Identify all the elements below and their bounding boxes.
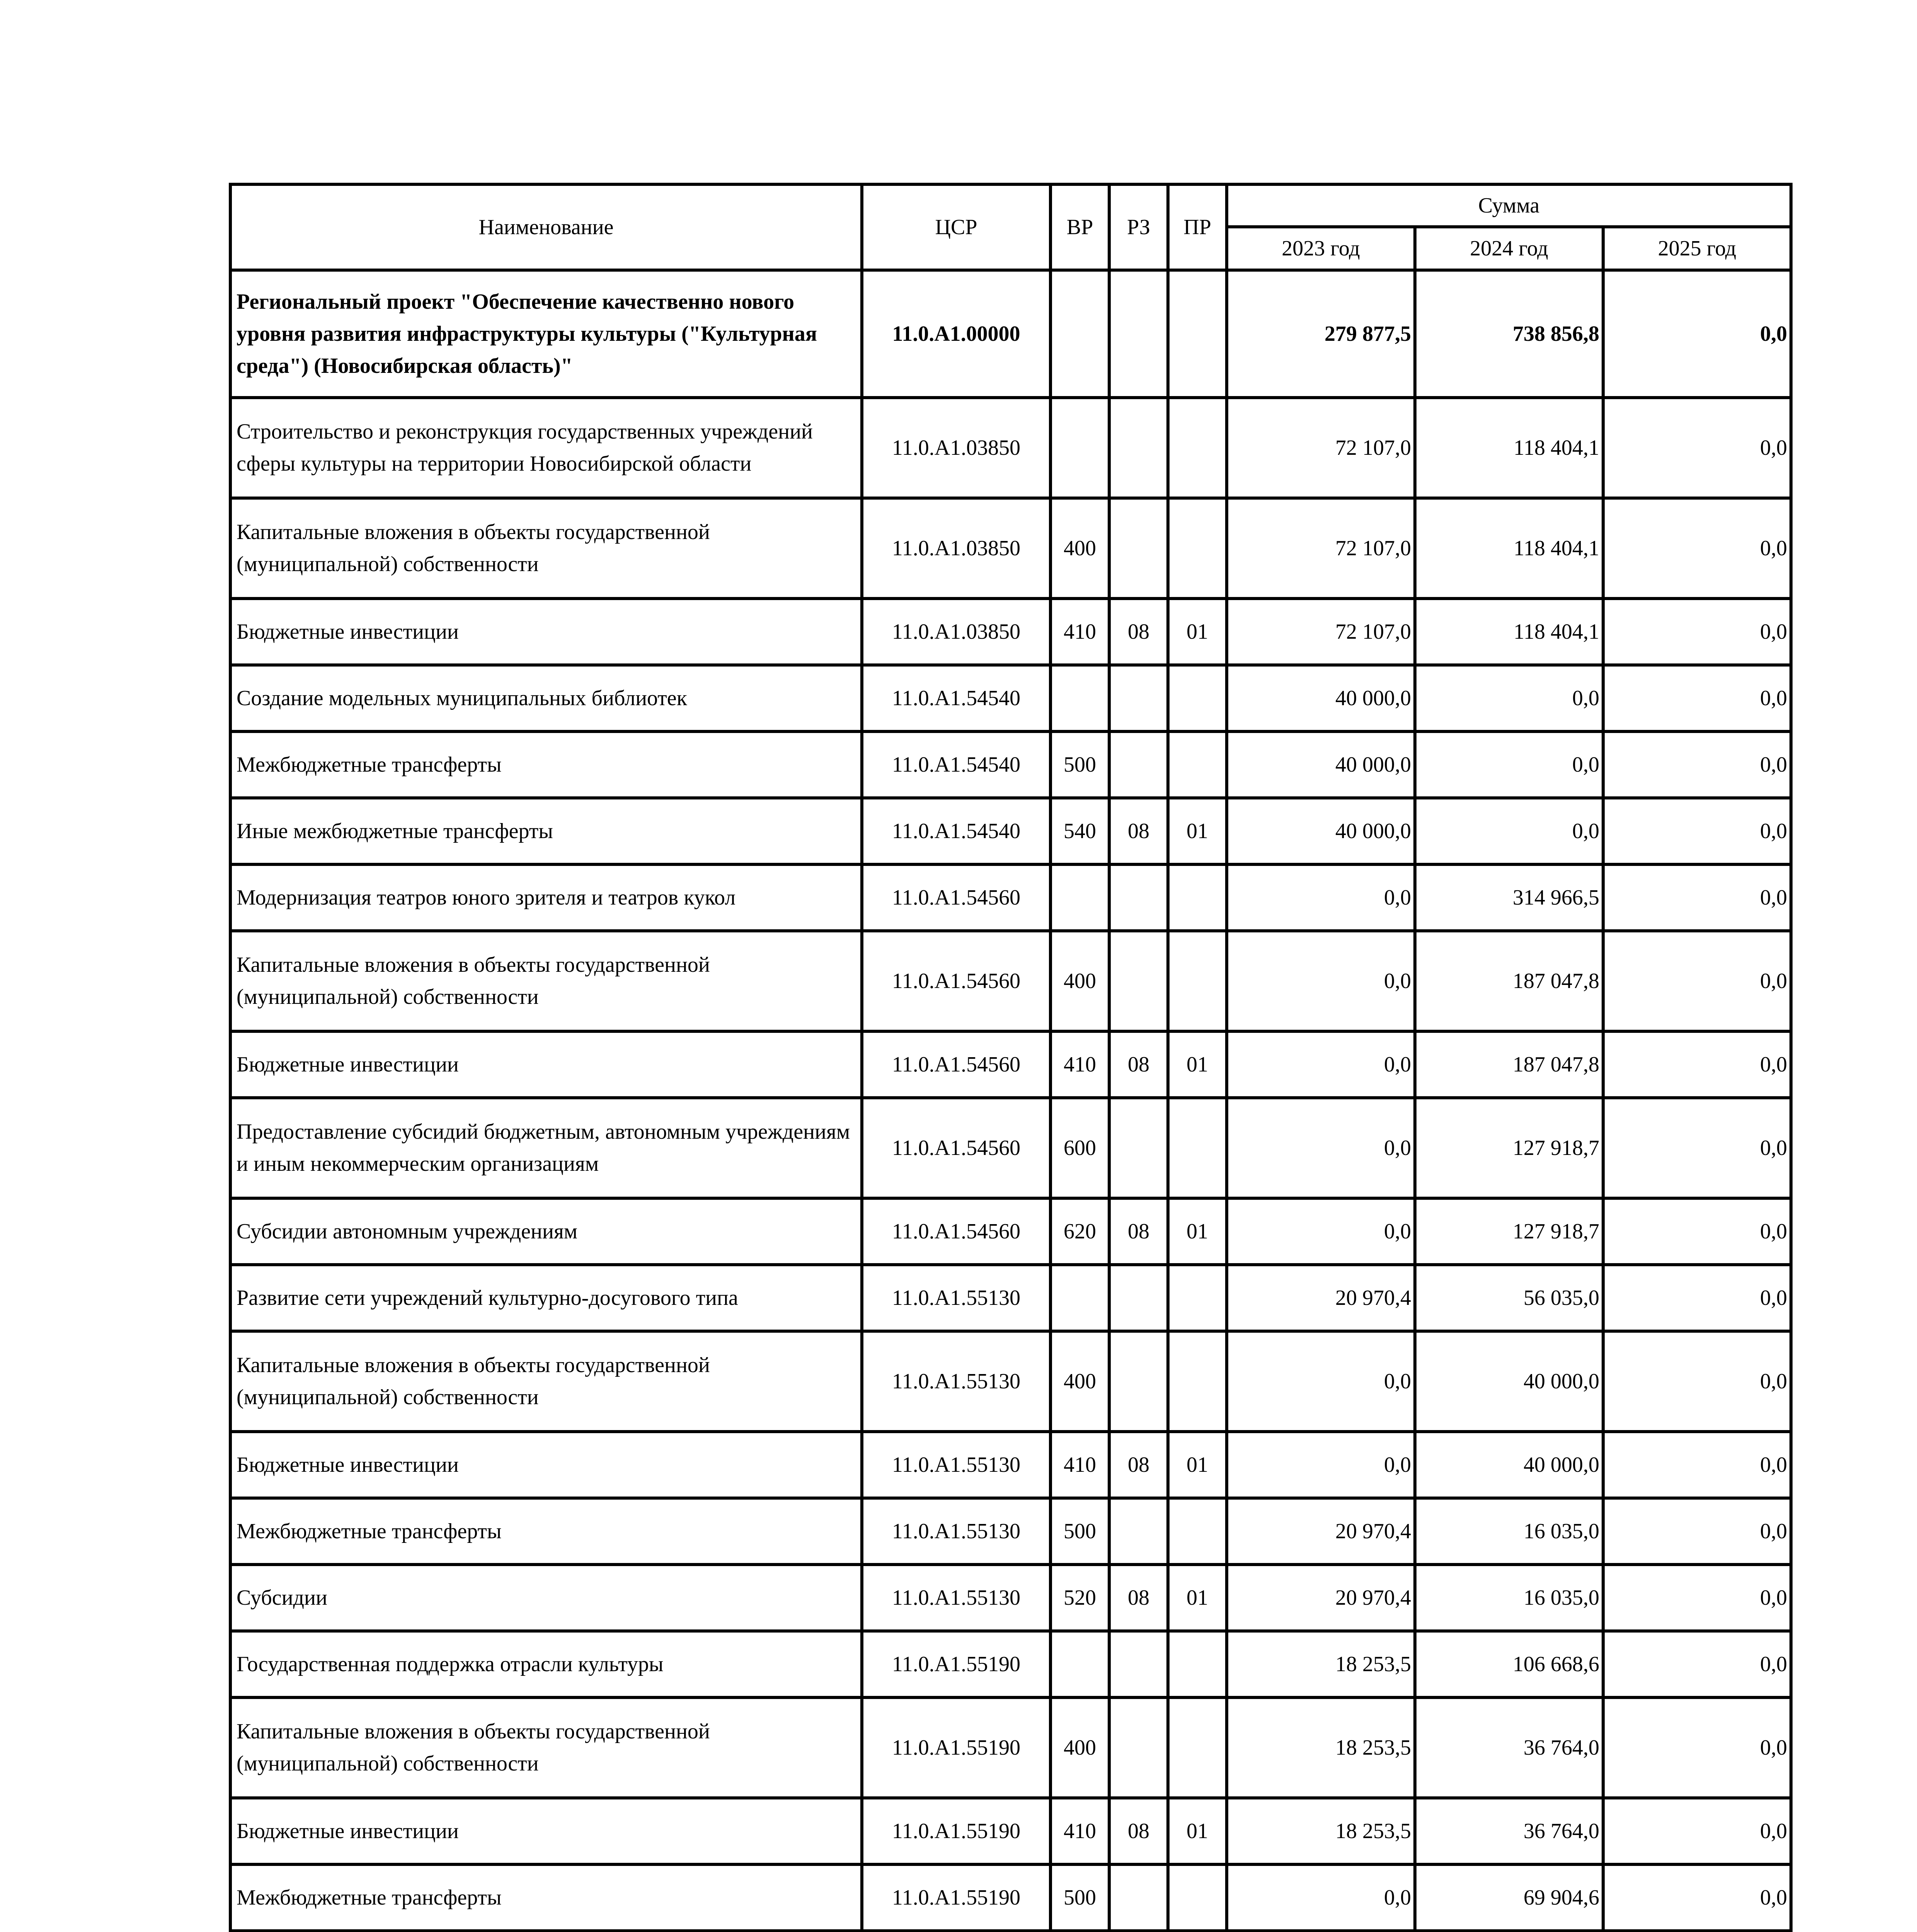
cell-2025: 0,0 [1603,1697,1791,1798]
cell-pr: 01 [1168,1198,1227,1265]
table-row [230,1432,1791,1498]
cell-2025: 0,0 [1603,1031,1791,1098]
cell-vr: 400 [1050,498,1109,599]
cell-pr [1168,731,1227,798]
cell-csr: 11.0.А1.54560 [862,864,1050,931]
cell-2024: 118 404,1 [1415,398,1603,498]
cell-2025: 0,0 [1603,1498,1791,1565]
cell-2025: 0,0 [1603,1331,1791,1432]
cell-name: Создание модельных муниципальных библиотек [230,665,862,731]
cell-2025: 0,0 [1603,599,1791,665]
cell-2023: 0,0 [1227,1331,1415,1432]
cell-vr: 400 [1050,1331,1109,1432]
cell-vr: 500 [1050,1864,1109,1931]
cell-2023: 0,0 [1227,931,1415,1031]
cell-2025: 0,0 [1603,498,1791,599]
cell-pr [1168,1098,1227,1198]
cell-vr [1050,864,1109,931]
table-row [230,1864,1791,1931]
cell-rz [1109,1098,1168,1198]
cell-name: Межбюджетные трансферты [230,1864,862,1931]
cell-rz: 08 [1109,1565,1168,1631]
cell-rz: 08 [1109,1798,1168,1864]
cell-2024: 187 047,8 [1415,1031,1603,1098]
cell-vr: 410 [1050,1031,1109,1098]
cell-rz: 08 [1109,599,1168,665]
cell-rz [1109,931,1168,1031]
cell-vr [1050,1265,1109,1331]
cell-2025: 0,0 [1603,1864,1791,1931]
cell-csr: 11.0.А1.00000 [862,270,1050,398]
header-sum: Сумма [1227,184,1791,227]
cell-2023: 40 000,0 [1227,731,1415,798]
cell-2023: 0,0 [1227,1098,1415,1198]
cell-2023: 0,0 [1227,1432,1415,1498]
cell-csr: 11.0.А1.54540 [862,798,1050,864]
cell-csr: 11.0.А1.54560 [862,1098,1050,1198]
cell-pr [1168,498,1227,599]
table-row [230,1631,1791,1697]
table-row [230,1031,1791,1098]
cell-rz [1109,498,1168,599]
cell-pr: 01 [1168,1031,1227,1098]
table-row [230,1798,1791,1864]
cell-pr [1168,1265,1227,1331]
cell-2023: 40 000,0 [1227,798,1415,864]
cell-2025: 0,0 [1603,1798,1791,1864]
cell-csr: 11.0.А1.54560 [862,1031,1050,1098]
cell-2023: 20 970,4 [1227,1565,1415,1631]
cell-2024: 40 000,0 [1415,1432,1603,1498]
cell-vr: 600 [1050,1098,1109,1198]
header-rz: РЗ [1109,184,1168,270]
cell-name: Иные межбюджетные трансферты [230,798,862,864]
cell-2024: 69 904,6 [1415,1864,1603,1931]
cell-pr: 01 [1168,798,1227,864]
cell-2024: 118 404,1 [1415,498,1603,599]
cell-2025: 0,0 [1603,798,1791,864]
cell-pr [1168,864,1227,931]
cell-name: Развитие сети учреждений культурно-досугового типа [230,1265,862,1331]
cell-2025: 0,0 [1603,665,1791,731]
header-name: Наименование [230,184,862,270]
cell-2024: 127 918,7 [1415,1098,1603,1198]
cell-csr: 11.0.А1.54560 [862,931,1050,1031]
cell-name: Субсидии [230,1565,862,1631]
cell-rz [1109,864,1168,931]
cell-rz [1109,731,1168,798]
cell-name: Межбюджетные трансферты [230,1498,862,1565]
cell-pr [1168,931,1227,1031]
cell-2024: 187 047,8 [1415,931,1603,1031]
cell-name: Бюджетные инвестиции [230,1432,862,1498]
cell-rz [1109,398,1168,498]
cell-2025: 0,0 [1603,270,1791,398]
cell-csr: 11.0.А1.55190 [862,1697,1050,1798]
cell-2024: 0,0 [1415,665,1603,731]
cell-2024: 0,0 [1415,798,1603,864]
cell-2024: 118 404,1 [1415,599,1603,665]
cell-2024: 314 966,5 [1415,864,1603,931]
cell-csr: 11.0.А1.55190 [862,1631,1050,1697]
cell-2023: 0,0 [1227,864,1415,931]
cell-2023: 0,0 [1227,1198,1415,1265]
cell-vr: 620 [1050,1198,1109,1265]
cell-rz [1109,1265,1168,1331]
cell-2025: 0,0 [1603,1098,1791,1198]
cell-2023: 72 107,0 [1227,398,1415,498]
header-csr: ЦСР [862,184,1050,270]
table-row [230,864,1791,931]
table-row [230,731,1791,798]
cell-vr [1050,398,1109,498]
cell-2024: 40 000,0 [1415,1331,1603,1432]
cell-2024: 16 035,0 [1415,1498,1603,1565]
cell-name: Бюджетные инвестиции [230,1798,862,1864]
cell-2024: 36 764,0 [1415,1697,1603,1798]
cell-2023: 72 107,0 [1227,599,1415,665]
cell-2024: 738 856,8 [1415,270,1603,398]
budget-table [229,183,1793,1932]
cell-2023: 0,0 [1227,1031,1415,1098]
cell-pr [1168,1331,1227,1432]
cell-2023: 72 107,0 [1227,498,1415,599]
cell-name: Бюджетные инвестиции [230,1031,862,1098]
table-body [230,270,1791,1932]
cell-2025: 0,0 [1603,731,1791,798]
header-year-2025: 2025 год [1603,227,1791,270]
cell-rz [1109,1864,1168,1931]
cell-vr: 410 [1050,1798,1109,1864]
cell-2023: 20 970,4 [1227,1498,1415,1565]
cell-pr [1168,398,1227,498]
header-pr: ПР [1168,184,1227,270]
cell-name: Капитальные вложения в объекты государственной (муниципальной) собственности [230,498,862,599]
cell-2023: 40 000,0 [1227,665,1415,731]
cell-csr: 11.0.А1.03850 [862,498,1050,599]
cell-csr: 11.0.А1.54540 [862,731,1050,798]
cell-2023: 20 970,4 [1227,1265,1415,1331]
cell-2025: 0,0 [1603,398,1791,498]
cell-rz: 08 [1109,1031,1168,1098]
cell-name: Строительство и реконструкция государственных учреждений сферы культуры на территории Новосибирской области [230,398,862,498]
cell-2024: 106 668,6 [1415,1631,1603,1697]
table-row [230,1098,1791,1198]
cell-vr: 400 [1050,1697,1109,1798]
cell-rz [1109,665,1168,731]
table-row [230,270,1791,398]
table-row [230,1498,1791,1565]
cell-pr [1168,1498,1227,1565]
cell-2025: 0,0 [1603,931,1791,1031]
cell-csr: 11.0.А1.55130 [862,1265,1050,1331]
header-vr: ВР [1050,184,1109,270]
cell-pr [1168,1631,1227,1697]
cell-name: Субсидии автономным учреждениям [230,1198,862,1265]
cell-2024: 0,0 [1415,731,1603,798]
cell-pr [1168,270,1227,398]
cell-2023: 18 253,5 [1227,1697,1415,1798]
cell-vr: 410 [1050,1432,1109,1498]
table-row [230,1565,1791,1631]
cell-name: Модернизация театров юного зрителя и театров кукол [230,864,862,931]
cell-2025: 0,0 [1603,1631,1791,1697]
cell-rz [1109,1331,1168,1432]
cell-rz: 08 [1109,1432,1168,1498]
cell-rz: 08 [1109,1198,1168,1265]
table-row [230,398,1791,498]
cell-vr [1050,665,1109,731]
header-year-2023: 2023 год [1227,227,1415,270]
header-year-2024: 2024 год [1415,227,1603,270]
cell-2024: 56 035,0 [1415,1265,1603,1331]
cell-pr [1168,1697,1227,1798]
cell-rz [1109,1631,1168,1697]
cell-name: Капитальные вложения в объекты государственной (муниципальной) собственности [230,1697,862,1798]
cell-csr: 11.0.А1.55130 [862,1331,1050,1432]
table-row [230,665,1791,731]
table-row [230,498,1791,599]
cell-pr [1168,1864,1227,1931]
cell-csr: 11.0.А1.55130 [862,1565,1050,1631]
cell-pr: 01 [1168,1432,1227,1498]
cell-csr: 11.0.А1.55190 [862,1864,1050,1931]
cell-pr: 01 [1168,1798,1227,1864]
table-header [230,184,1791,270]
cell-vr [1050,1631,1109,1697]
cell-2023: 279 877,5 [1227,270,1415,398]
cell-2025: 0,0 [1603,1432,1791,1498]
cell-name: Капитальные вложения в объекты государственной (муниципальной) собственности [230,931,862,1031]
cell-name: Предоставление субсидий бюджетным, автономным учреждениям и иным некоммерческим организациям [230,1098,862,1198]
cell-name: Межбюджетные трансферты [230,731,862,798]
cell-rz [1109,1498,1168,1565]
cell-pr: 01 [1168,599,1227,665]
cell-rz [1109,270,1168,398]
cell-vr: 410 [1050,599,1109,665]
cell-2024: 127 918,7 [1415,1198,1603,1265]
cell-pr [1168,665,1227,731]
table-row [230,798,1791,864]
cell-csr: 11.0.А1.03850 [862,599,1050,665]
table-row [230,1265,1791,1331]
cell-csr: 11.0.А1.03850 [862,398,1050,498]
cell-pr: 01 [1168,1565,1227,1631]
cell-rz [1109,1697,1168,1798]
cell-2025: 0,0 [1603,1265,1791,1331]
cell-2025: 0,0 [1603,864,1791,931]
cell-csr: 11.0.А1.55130 [862,1432,1050,1498]
table-row [230,1331,1791,1432]
table-row [230,931,1791,1031]
cell-csr: 11.0.А1.55190 [862,1798,1050,1864]
cell-2023: 18 253,5 [1227,1631,1415,1697]
cell-2025: 0,0 [1603,1565,1791,1631]
table-row [230,1697,1791,1798]
cell-name: Бюджетные инвестиции [230,599,862,665]
cell-2024: 36 764,0 [1415,1798,1603,1864]
cell-vr: 540 [1050,798,1109,864]
cell-vr: 520 [1050,1565,1109,1631]
cell-rz: 08 [1109,798,1168,864]
cell-name: Капитальные вложения в объекты государственной (муниципальной) собственности [230,1331,862,1432]
cell-csr: 11.0.А1.55130 [862,1498,1050,1565]
cell-vr: 400 [1050,931,1109,1031]
table-row [230,599,1791,665]
cell-vr [1050,270,1109,398]
cell-2025: 0,0 [1603,1198,1791,1265]
cell-name: Государственная поддержка отрасли культуры [230,1631,862,1697]
cell-csr: 11.0.А1.54540 [862,665,1050,731]
cell-csr: 11.0.А1.54560 [862,1198,1050,1265]
cell-2024: 16 035,0 [1415,1565,1603,1631]
cell-2023: 0,0 [1227,1864,1415,1931]
cell-vr: 500 [1050,1498,1109,1565]
cell-name: Региональный проект "Обеспечение качественно нового уровня развития инфраструктуры культуры ("Культурная среда") (Новосибирская область)" [230,270,862,398]
cell-2023: 18 253,5 [1227,1798,1415,1864]
table-row [230,1198,1791,1265]
cell-vr: 500 [1050,731,1109,798]
